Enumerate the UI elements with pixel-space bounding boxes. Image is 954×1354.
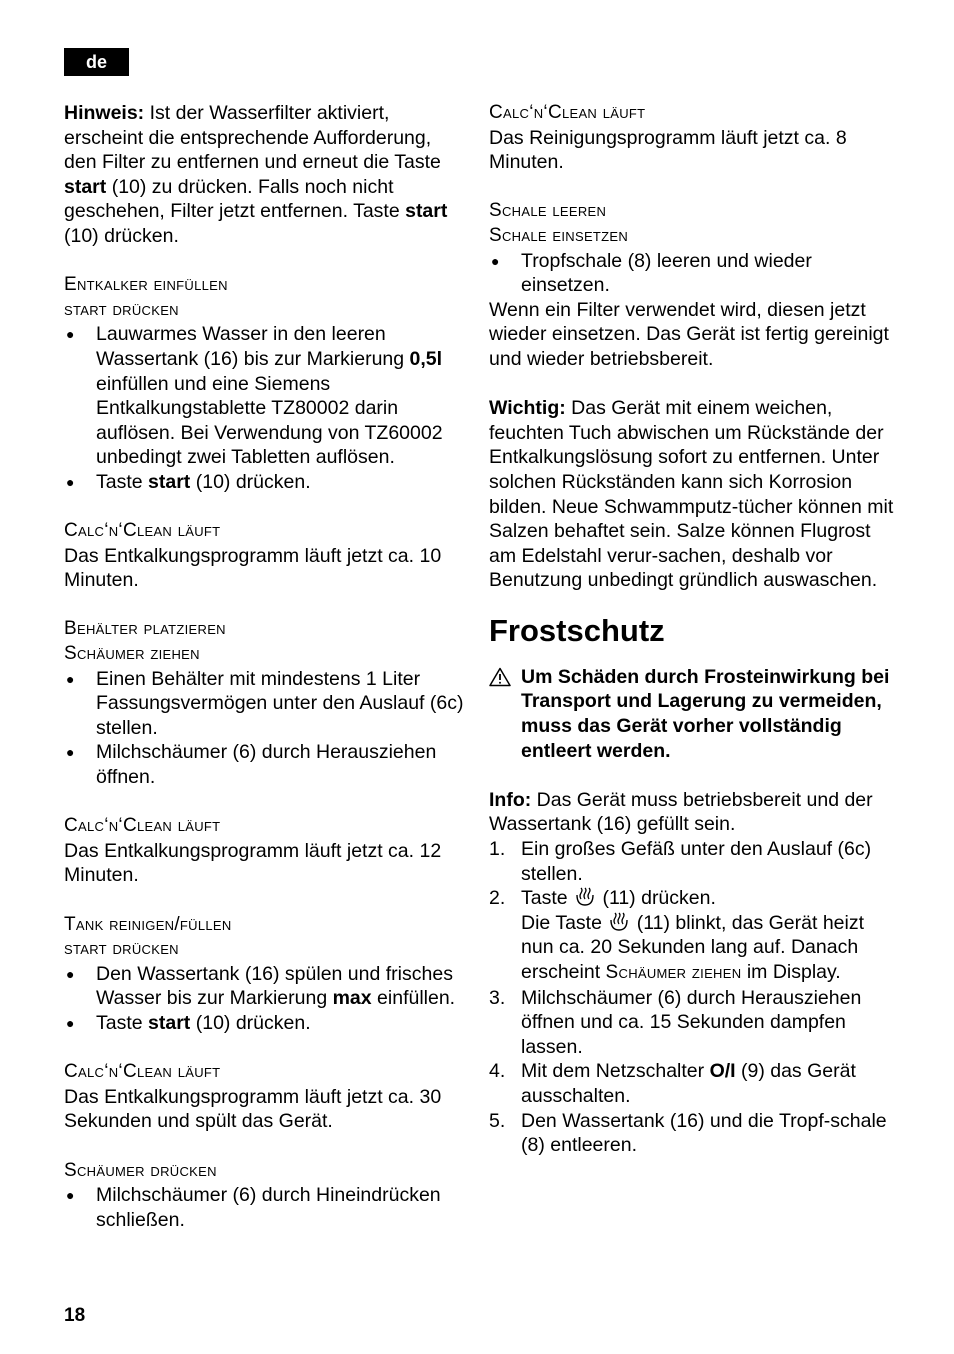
list-item: 2. Taste (11) drücken. Die Taste (11) blinkt, das Gerät heizt nun ca. 20 Sekunden lang auf. Danach erscheint Schäumer ziehen im Display. [489, 887, 865, 983]
bullet-list [64, 322, 464, 494]
display-message: Schale leeren [489, 200, 607, 222]
display-message: Behälter platzieren [64, 618, 226, 640]
list-item: ● Milchschäumer (6) durch Herausziehen öffnen. [64, 740, 464, 789]
list-item: ● Milchschäumer (6) durch Hineindrücken schließen. [64, 1183, 464, 1232]
steam-icon [607, 912, 631, 932]
bullet-list [64, 1183, 464, 1232]
warning-triangle-icon [489, 667, 511, 687]
body-text: Das Entkalkungsprogramm läuft jetzt ca. 12 Minuten. [64, 839, 442, 887]
numbered-list [489, 837, 899, 1158]
body-text: Das Entkalkungsprogramm läuft jetzt ca. 10 Minuten. [64, 544, 442, 592]
display-message: start drücken [64, 938, 179, 960]
list-item: 1. Ein großes Gefäß unter den Auslauf (6c) stellen. [489, 838, 872, 885]
list-item: ● Tropfschale (8) leeren und wieder einsetzen. [489, 249, 899, 298]
section-heading: Frostschutz [489, 612, 665, 648]
list-item: ● Einen Behälter mit mindestens 1 Liter Fassungsvermögen unter den Auslauf (6c) stellen. [64, 667, 464, 741]
warning-note [489, 665, 899, 763]
left-column [64, 101, 464, 1232]
info-paragraph: Info: Das Gerät muss betriebsbereit und der Wassertank (16) gefüllt sein. [489, 788, 873, 836]
language-tag: de [64, 48, 129, 76]
list-item: 4. Mit dem Netzschalter O/I (9) das Gerät ausschalten. [489, 1060, 856, 1107]
bullet-list [489, 249, 899, 298]
right-column [489, 101, 899, 1158]
list-item: ● Den Wassertank (16) spülen und frisches Wasser bis zur Markierung max einfüllen. [64, 962, 464, 1011]
display-message: Schäumer drücken [64, 1159, 217, 1181]
page-number: 18 [64, 1305, 86, 1326]
list-item: ● Lauwarmes Wasser in den leeren Wassertank (16) bis zur Markierung 0,5l einfüllen und eine Siemens Entkalkungstablette TZ80002 darin auflösen. Bei Verwendung von TZ60002 unbedingt zwei Tabletten auflösen. [64, 322, 464, 470]
display-message: Calc‘n‘Clean läuft [64, 520, 221, 542]
body-text: Wenn ein Filter verwendet wird, diesen jetzt wieder einsetzen. Das Gerät ist fertig gereinigt und wieder betriebsbereit. [489, 298, 889, 370]
display-message: Calc‘n‘Clean läuft [489, 102, 646, 123]
steam-icon [573, 887, 597, 907]
list-item: ● Taste start (10) drücken. [64, 1011, 464, 1036]
display-message: Schäumer ziehen [64, 643, 200, 665]
bullet-list [64, 667, 464, 790]
warning-text: Um Schäden durch Frosteinwirkung bei Transport und Lagerung zu vermeiden, muss das Gerät vorher vollständig entleert werden. [521, 665, 890, 762]
list-item: 5. Den Wassertank (16) und die Tropf-schale (8) entleeren. [489, 1109, 887, 1157]
bullet-list [64, 962, 464, 1036]
list-item: 3. Milchschäumer (6) durch Herausziehen öffnen und ca. 15 Sekunden dampfen lassen. [489, 986, 862, 1058]
display-message: Schale einsetzen [489, 224, 629, 246]
display-message: Calc‘n‘Clean läuft [64, 815, 221, 837]
wichtig-paragraph: Wichtig: Das Gerät mit einem weichen, feuchten Tuch abwischen um Rückstände der Entkalkungslösung sofort zu entfernen. Unter solchen Rückständen kann sich Korrosion bilden. Neue Schwammputz-tücher können mit Salzen behaftet sein. Salze können Flugrost am Edelstahl verur-sachen, deshalb vor Benutzung unbedingt gründlich auswaschen. [489, 397, 894, 592]
body-text: Das Reinigungsprogramm läuft jetzt ca. 8 Minuten. [489, 126, 847, 174]
display-message: start drücken [64, 298, 179, 320]
display-message: Calc‘n‘Clean läuft [64, 1061, 221, 1083]
display-message: Tank reinigen/füllen [64, 913, 232, 935]
list-item: ● Taste start (10) drücken. [64, 470, 464, 495]
hinweis-paragraph: Hinweis: Ist der Wasserfilter aktiviert, erscheint die entsprechende Aufforderung, den Filter zu entfernen und erneut die Taste start (10) zu drücken. Falls noch nicht geschehen, Filter jetzt entfernen. Taste start (10) drücken. [64, 102, 448, 247]
display-message: Entkalker einfüllen [64, 274, 228, 296]
body-text: Das Entkalkungsprogramm läuft jetzt ca. 30 Sekunden und spült das Gerät. [64, 1085, 442, 1133]
